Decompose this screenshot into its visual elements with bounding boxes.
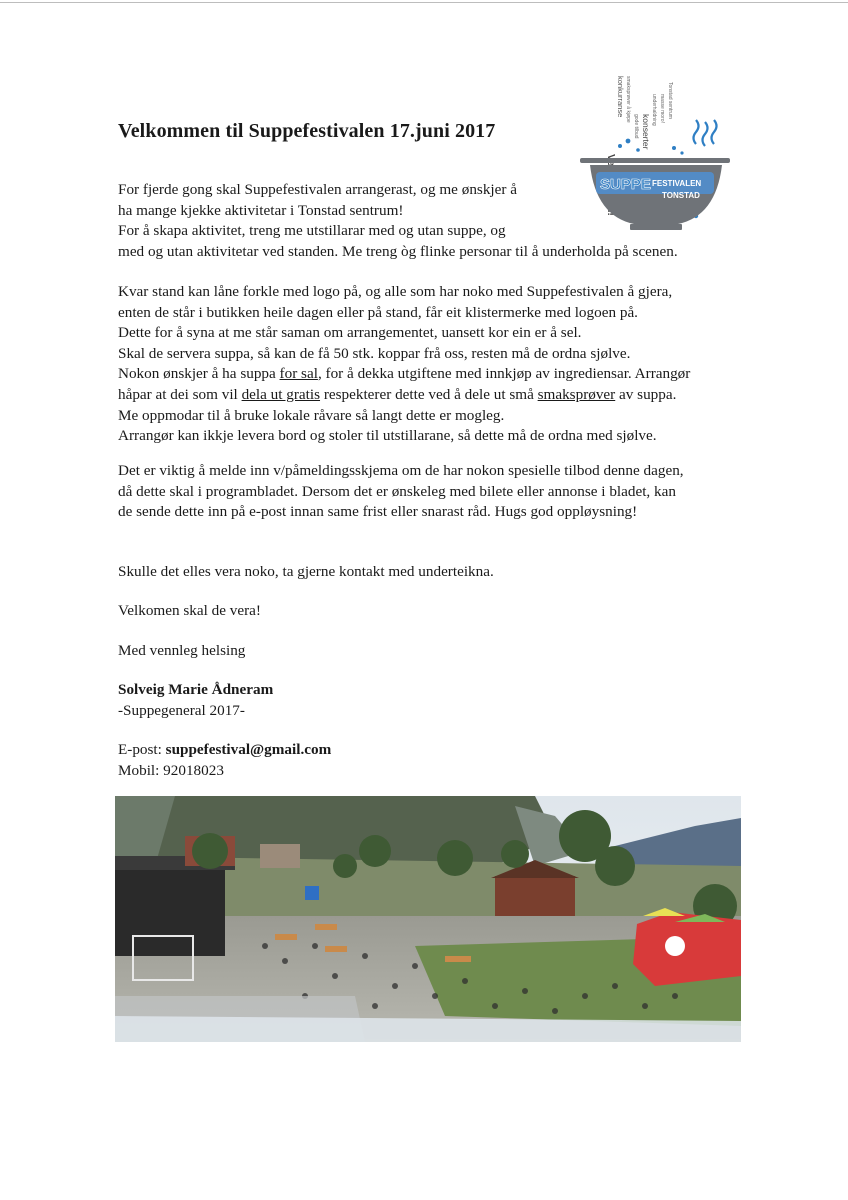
logo-bowl-text: TONSTAD [662,191,700,200]
bowl-rim [580,158,730,163]
text-line: då dette skal i programbladet. Dersom det er ønskeleg med bilete eller annonse i bladet, kan [118,482,676,500]
text-line: enten de står i butikken heile dagen eller på stand, får eit klistermerke med logoen på. [118,303,638,321]
underlined-free: dela ut gratis [241,385,321,403]
text-line: Dette for å syna at me står saman om arrangementet, uansett kor ein er å sel. [118,324,582,342]
text-line: Nokon ønskjer å ha suppa for sal, for å dekka utgiftene med innkjøp av ingrediensar. Arrangør [118,365,691,383]
email-address[interactable]: suppefestival@gmail.com [165,741,332,758]
underlined-samples: smaksprøver [537,385,616,403]
paragraph-intro [118,180,678,262]
logo-bowl-text: FESTIVALEN [652,179,702,188]
logo-word: konserter [641,114,651,150]
text-line: Me oppmodar til å bruke lokale råvare så langt dette er mogleg. [118,406,505,424]
logo-word: smaksprøver å kjøpe [625,76,631,123]
text-line: med og utan aktivitetar ved standen. Me treng òg flinke personar til å underholda på scenen. [118,242,678,260]
signature-block [118,680,273,721]
steam-icon [694,120,717,146]
logo-word: gode tilbud [633,114,639,139]
greeting: Med vennleg helsing [118,642,246,659]
text-line: ha mange kjekke aktivitetar i Tonstad sentrum! [118,201,404,219]
contact-info [118,740,331,781]
logo-word: masse moro! [659,94,665,123]
mobile-line: Mobil: 92018023 [118,761,224,779]
text-line: Kvar stand kan låne forkle med logo på, og alle som har noko med Suppefestivalen å gjera, [118,283,673,300]
page-title: Velkommen til Suppefestivalen 17.juni 2017 [118,120,496,142]
paragraph-registration [118,461,684,523]
logo-word: underhaldning [651,94,657,126]
text-line: For å skapa aktivitet, treng me utstillarar med og utan suppe, og [118,222,506,240]
festival-photo [115,796,741,1042]
underlined-for-sale: for sal [279,365,318,383]
text-line: håpar at dei som vil dela ut gratis respekterer dette ved å dele ut små smaksprøver av suppa. [118,385,677,403]
mobile-number: 92018023 [163,761,224,779]
email-line: E-post: suppefestival@gmail.com [118,741,332,758]
logo-word: Tonstad sentrum [667,82,673,119]
logo-bowl-text: SUPPE [600,176,651,193]
text-line: Det er viktig å melde inn v/påmeldingsskjema om de har nokon spesielle tilbod denne dagen, [118,462,684,479]
welcome-line: Velkomen skal de vera! [118,602,261,619]
text-line: Skal de servera suppa, så kan de få 50 stk. koppar frå oss, resten må de ordna sjølve. [118,344,631,362]
text-line: de sende dette inn på e-post innan same frist eller snarast råd. Hugs god oppløysning! [118,503,638,521]
paragraph-stands [118,282,690,447]
contact-line: Skulle det elles vera noko, ta gjerne kontakt med underteikna. [118,563,494,580]
signer-role: -Suppegeneral 2017- [118,701,245,719]
text-line: For fjerde gong skal Suppefestivalen arrangerast, og me ønskjer å [118,181,517,198]
logo-word: konkurranse [616,76,625,118]
signer-name: Solveig Marie Ådneram [118,681,274,698]
scan-edge-line [0,2,848,3]
text-line: Arrangør kan ikkje levera bord og stoler til utstillarane, så dette må de ordna med sjølve. [118,427,657,445]
